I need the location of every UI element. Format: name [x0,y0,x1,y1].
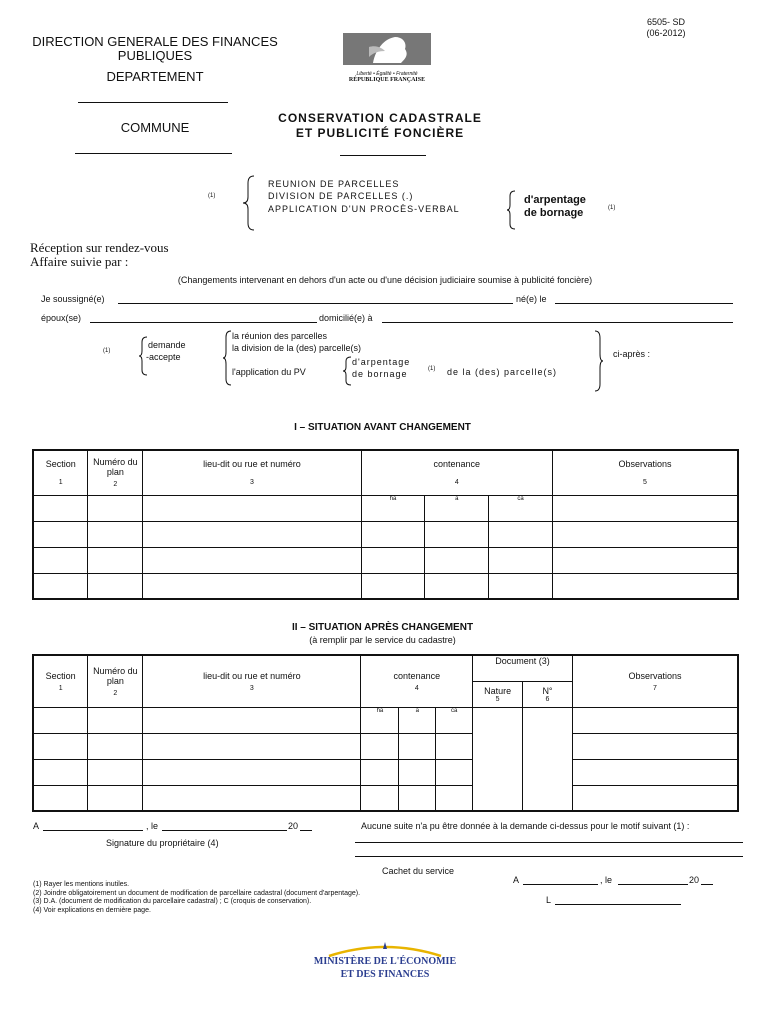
col-lieu-dit: lieu-dit ou rue et numéro 3 [143,450,361,495]
options-note: (1) [208,193,216,199]
service-l-field[interactable] [555,904,681,905]
soussigne-field[interactable] [118,303,513,304]
col-contenance: contenance 4 [361,655,473,707]
numero-doc-cell[interactable] [523,707,573,811]
choice-note: (1) [103,348,111,354]
title-field[interactable] [340,155,426,156]
option-reunion[interactable]: REUNION DE PARCELLES [268,179,400,189]
service-year-field[interactable] [701,884,713,885]
option-bornage[interactable]: de bornage [524,207,584,219]
option-division[interactable]: DIVISION DE PARCELLES (.) [268,191,414,201]
logo-motto: Liberté • Égalité • Fraternité [356,71,418,77]
decl-bornage[interactable]: de bornage [352,369,408,379]
col-numero-doc: N° 6 [523,681,573,707]
unit-ca: ca [436,707,473,733]
table-row[interactable] [33,547,738,573]
pv-brace-icon [506,190,516,230]
sign-year: 20 [288,821,299,831]
reception-line: Réception sur rendez-vous [30,240,169,255]
section1-title: I – SITUATION AVANT CHANGEMENT [294,422,471,433]
marianne-icon [343,33,431,65]
epoux-label: époux(se) [41,313,82,323]
ne-le-label: né(e) le [516,294,547,304]
section2-title: II – SITUATION APRÈS CHANGEMENT [291,622,474,633]
action-division[interactable]: la division de la (des) parcelle(s) [232,343,362,353]
service-year: 20 [689,875,700,885]
table-row[interactable] [33,733,738,759]
right-brace-icon [594,330,604,392]
footnote-4: (4) Voir explications en dernière page. [33,906,151,914]
action-reunion[interactable]: la réunion des parcelles [232,331,328,341]
cell[interactable] [33,707,88,733]
choice-accepte[interactable]: -accepte [146,352,181,362]
commune-field[interactable] [75,153,232,154]
unit-a: a [399,707,436,733]
epoux-field[interactable] [90,322,317,323]
options-brace-icon [242,175,256,231]
col-observations: Observations 7 [572,655,738,707]
ministry-line1: MINISTÈRE DE L'ÉCONOMIE [313,956,457,967]
col-numero: Numéro du plan 2 [88,655,143,707]
action-application[interactable]: l'application du PV [232,367,306,377]
logo-republic: RÉPUBLIQUE FRANÇAISE [348,77,426,83]
unit-ha: ha [361,707,399,733]
col-document: Document (3) [473,655,573,681]
section2-subtitle: (à remplir par le service du cadastre) [309,635,456,645]
ci-apres: ci-après : [613,349,651,359]
service-place-field[interactable] [523,884,598,885]
table-row[interactable] [33,521,738,547]
departement-field[interactable] [78,102,228,103]
motif-field-2[interactable] [355,856,743,857]
footnotes [33,881,453,915]
direction-title-1: DIRECTION GENERALE DES FINANCES [32,34,278,49]
service-l-label: L [546,895,552,905]
col-contenance: contenance 4 [361,450,552,495]
sign-a-label: A [33,821,40,831]
action-brace-icon [222,330,232,386]
direction-title-2: PUBLIQUES [117,48,193,63]
de-parcelles: de la (des) parcelle(s) [447,367,558,377]
unit-a: a [425,495,489,521]
form-date: (06-2012) [646,28,686,38]
table-before [32,449,739,600]
cell[interactable] [572,707,738,733]
sign-year-field[interactable] [300,830,312,831]
departement-label: DEPARTEMENT [106,69,204,84]
unit-ca: ca [489,495,553,521]
republique-logo [343,33,431,83]
service-le-label: , le [600,875,613,885]
col-nature: Nature 5 [473,681,523,707]
declaration-intro: (Changements intervenant en dehors d'un acte ou d'une décision judiciaire soumise à publicité foncière) [177,275,593,285]
decl-arpentage[interactable]: d'arpentage [352,357,411,367]
service-date-field[interactable] [618,884,688,885]
col-lieu-dit: lieu-dit ou rue et numéro 3 [143,655,361,707]
option-arpentage[interactable]: d'arpentage [524,194,586,206]
table-row[interactable] [33,785,738,811]
col-numero: Numéro du plan 2 [88,450,143,495]
decl-pv-brace-icon [342,356,352,386]
motif-field-1[interactable] [355,842,743,843]
service-a-label: A [513,875,520,885]
affaire-line: Affaire suivie par : [30,254,129,269]
form-title-2: ET PUBLICITÉ FONCIÈRE [295,126,465,140]
ne-le-field[interactable] [555,303,733,304]
decl-pv-note: (1) [428,366,436,372]
sign-le-label: , le [146,821,159,831]
table-after [32,654,739,812]
footnote-3: (3) D.A. (document de modification du parcellaire cadastral) ; C (croquis de conservation). [33,898,312,905]
cachet-label: Cachet du service [382,866,455,876]
ministry-line2: ET DES FINANCES [340,969,430,980]
option-application[interactable]: APPLICATION D'UN PROCÈS-VERBAL [268,204,460,214]
commune-label: COMMUNE [120,120,190,135]
footnote-2: (2) Joindre obligatoirement un document de modification de parcellaire cadastral (document d'arpentage). [33,889,361,897]
table-row[interactable] [33,573,738,599]
soussigne-label: Je soussigné(e) [41,294,105,304]
col-section: Section 1 [33,655,88,707]
cell[interactable] [143,495,361,521]
choice-demande[interactable]: demande [148,340,186,350]
cell[interactable] [143,707,361,733]
pv-note: (1) [608,205,616,211]
cell[interactable] [88,707,143,733]
domicilie-label: domicilié(e) à [319,313,373,323]
sign-place-field[interactable] [43,830,143,831]
cell[interactable] [88,495,143,521]
table-row[interactable] [33,759,738,785]
col-section: Section 1 [33,450,88,495]
cell[interactable] [33,495,88,521]
sign-date-field[interactable] [162,830,287,831]
signature-label: Signature du propriétaire (4) [106,838,219,848]
col-observations: Observations 5 [552,450,738,495]
unit-ha: ha [361,495,425,521]
nature-cell[interactable] [473,707,523,811]
form-code: 6505- SD [646,17,686,27]
form-title-1: CONSERVATION CADASTRALE [278,111,482,125]
domicilie-field[interactable] [382,322,733,323]
footnote-1: (1) Rayer les mentions inutiles. [33,881,130,888]
cell[interactable] [552,495,738,521]
no-follow-label: Aucune suite n'a pu être donnée à la demande ci-dessus pour le motif suivant (1) : [361,821,690,831]
